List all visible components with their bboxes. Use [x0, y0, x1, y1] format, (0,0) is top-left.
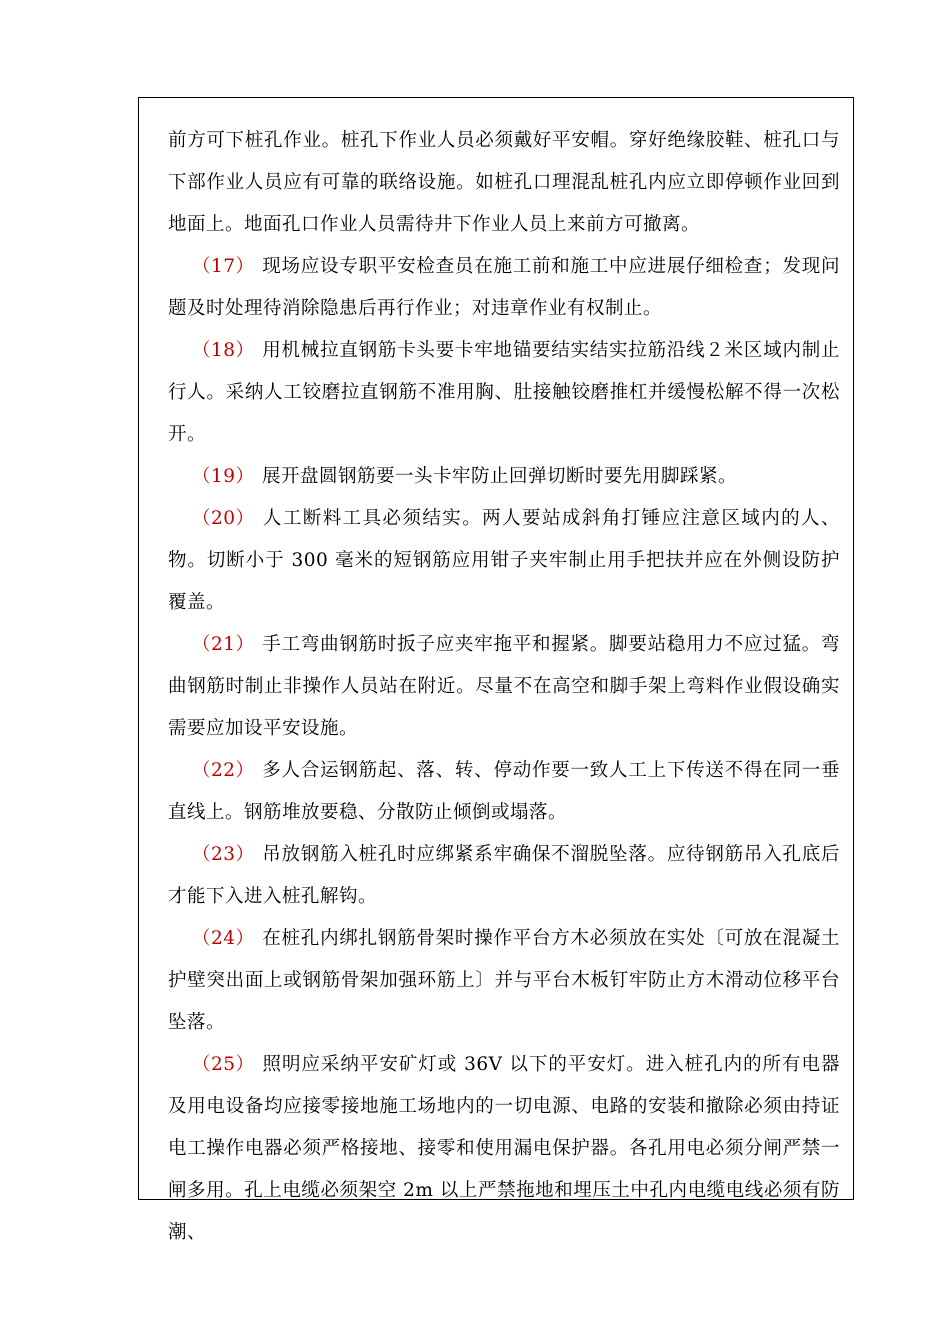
paragraph-item: [168, 456, 840, 498]
paragraph-item: [168, 1044, 840, 1254]
paragraph-text: 现场应设专职平安检查员在施工前和施工中应进展仔细检查；发现问题及时处理待消除隐患后再行作业；对违章作业有权制止。: [168, 256, 840, 319]
item-number: （21）: [192, 634, 255, 655]
item-number: （20）: [192, 508, 255, 529]
paragraph-text: 用机械拉直钢筋卡头要卡牢地锚要结实结实拉筋沿线２米区域内制止行人。采纳人工铰磨拉直钢筋不准用胸、肚接触铰磨推杠并缓慢松解不得一次松开。: [168, 340, 840, 445]
paragraph-text: 前方可下桩孔作业。桩孔下作业人员必须戴好平安帽。穿好绝缘胶鞋、桩孔口与下部作业人员应有可靠的联络设施。如桩孔口理混乱桩孔内应立即停顿作业回到地面上。地面孔口作业人员需待井下作业人员上来前方可撤离。: [168, 130, 840, 235]
item-number: （23）: [192, 844, 255, 865]
item-number: （18）: [192, 340, 255, 361]
item-number: （19）: [192, 466, 255, 487]
paragraph-text: 在桩孔内绑扎钢筋骨架时操作平台方木必须放在实处〔可放在混凝土护壁突出面上或钢筋骨架加强环筋上〕并与平台木板钉牢防止方木滑动位移平台坠落。: [168, 928, 840, 1033]
item-number: （22）: [192, 760, 255, 781]
paragraph-text: 照明应采纳平安矿灯或 36V 以下的平安灯。进入桩孔内的所有电器及用电设备均应接零接地施工场地内的一切电源、电路的安装和撤除必须由持证电工操作电器必须严格接地、接零和使用漏电保护器。各孔用电必须分闸严禁一闸多用。孔上电缆必须架空 2m 以上严禁拖地和埋压土中孔内电缆电线必须有防潮、: [168, 1054, 840, 1243]
paragraph-item: [168, 750, 840, 834]
paragraph-text: 手工弯曲钢筋时扳子应夹牢拖平和握紧。脚要站稳用力不应过猛。弯曲钢筋时制止非操作人员站在附近。尽量不在高空和脚手架上弯料作业假设确实需要应加设平安设施。: [168, 634, 840, 739]
paragraph-item: [168, 834, 840, 918]
item-number: （25）: [192, 1054, 255, 1075]
paragraph-text: 展开盘圆钢筋要一头卡牢防止回弹切断时要先用脚踩紧。: [262, 466, 738, 487]
paragraph-text: 人工断料工具必须结实。两人要站成斜角打锤应注意区域内的人、物。切断小于 300 毫米的短钢筋应用钳子夹牢制止用手把扶并应在外侧设防护覆盖。: [168, 508, 840, 613]
paragraph-item: [168, 624, 840, 750]
paragraph-text: 吊放钢筋入桩孔时应绑紧系牢确保不溜脱坠落。应待钢筋吊入孔底后才能下入进入桩孔解钩。: [168, 844, 840, 907]
paragraph-item: [168, 330, 840, 456]
paragraph-item: [168, 246, 840, 330]
document-body: [168, 120, 840, 1254]
paragraph-item: [168, 918, 840, 1044]
paragraph-text: 多人合运钢筋起、落、转、停动作要一致人工上下传送不得在同一垂直线上。钢筋堆放要稳、分散防止倾倒或塌落。: [168, 760, 840, 823]
paragraph-item: [168, 498, 840, 624]
item-number: （17）: [192, 256, 255, 277]
item-number: （24）: [192, 928, 255, 949]
paragraph-continued: [168, 120, 840, 246]
